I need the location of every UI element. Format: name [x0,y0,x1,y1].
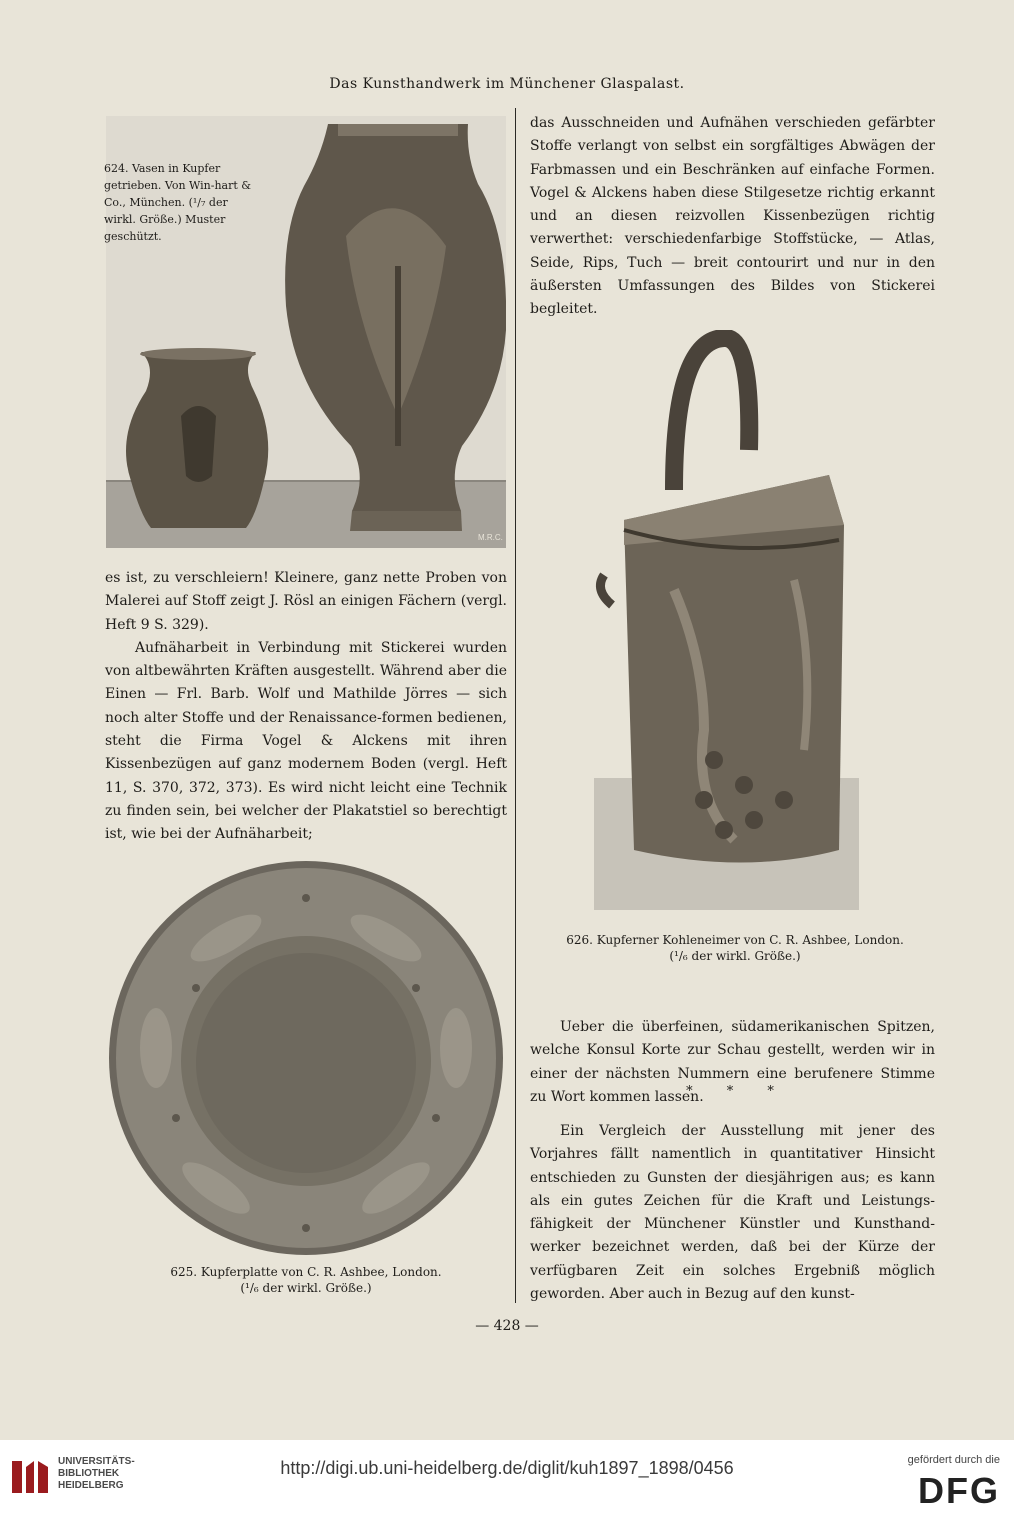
left-paragraph-2: Aufnäharbeit in Verbindung mit Stickerei wurden von altbewährten Kräften ausgestellt. Während aber die Einen — Frl. Barb. Wolf und Mathilde Jörres — sich noch alter Stoffe und der Renaissance-formen bedienen, steht die Firma Vogel & Alckens mit ihren Kissenbezügen auf ganz modernem Boden (vergl. Heft 11, S. 370, 372, 373). Es wird nicht leicht eine Technik zu finden sein, bei welcher der Plakatstiel so berechtigt ist, wie bei der Aufnäharbeit; [105,639,507,843]
library-name: UNIVERSITÄTS- BIBLIOTHEK HEIDELBERG [58,1456,135,1491]
right-paragraph-2: Ueber die überfeinen, südamerikanischen Spitzen, welche Konsul Korte zur Schau gestellt, werden wir in einer der nächsten Nummern eine berufenere Stimme zu Wort kommen lassen. [530,1019,935,1105]
right-column-text-bottom [530,1120,935,1306]
figure-625-caption [106,1264,506,1296]
left-paragraph-1: es ist, zu verschleiern! Kleinere, ganz nette Proben von Malerei auf Stoff zeigt J. Rösl an einigen Fächern (vergl. Heft 9 S. 329). [105,570,507,633]
figure-626-coal-bucket [594,330,859,910]
figure-626-title: 626. Kupferner Kohleneimer von C. R. Ashbee, London. [566,933,904,947]
figure-626-scale: (¹/₆ der wirkl. Größe.) [669,949,801,963]
right-paragraph-1: das Ausschneiden und Aufnähen verschieden gefärbter Stoffe verlangt von selbst ein sorgfältiges Abwägen der Farbmassen und ein Beschränken auf einfache Formen. Vogel & Alckens haben diese Stilgesetze richtig erkannt und an diesen reizvollen Kissenbezügen richtig verwerthet: verschiedenfarbige Stoffstücke, — Atlas, Seide, Rips, Tuch — breit contourirt und nur in den äußersten Umfassungen des Bildes von Stickerei begleitet. [530,115,935,318]
source-url-link[interactable]: http://digi.ub.uni-heidelberg.de/diglit/kuh1897_1898/0456 [280,1458,734,1478]
right-paragraph-3: Ein Vergleich der Ausstellung mit jener des Vorjahres fällt namentlich in quantitativer Hinsicht entschieden zu Gunsten der diesjährigen aus; es kann als ein gutes Zeichen für die Kraft und Leistungs-fähigkeit der Münchener Künstler und Kunsthand-werker bezeichnet werden, daß bei der Kürze der verfügbaren Zeit ein solches Ergebniß möglich geworden. Aber auch in Bezug auf den kunst- [530,1123,935,1303]
column-divider [515,108,516,1303]
photo-mark: M.R.C. [478,533,503,542]
section-separator: * * * [686,1084,774,1099]
figure-626-caption [520,932,950,964]
figure-624-caption: 624. Vasen in Kupfer getrieben. Von Win-hart & Co., München. (¹/₇ der wirkl. Größe.) Muster geschützt. [104,162,252,243]
running-title: Das Kunsthandwerk im Münchener Glaspalast. [329,76,685,92]
dfg-logo: DFG [918,1470,1000,1511]
page-number: — 428 — [475,1318,539,1334]
right-column-text-top [530,112,935,322]
figure-625-copper-plate [106,858,506,1258]
left-column-text [105,567,507,847]
figure-625-scale: (¹/₆ der wirkl. Größe.) [240,1281,372,1295]
funder-note: gefördert durch die [907,1454,1000,1466]
figure-625-title: 625. Kupferplatte von C. R. Ashbee, London. [170,1265,442,1279]
footer-bar [0,1440,1014,1519]
